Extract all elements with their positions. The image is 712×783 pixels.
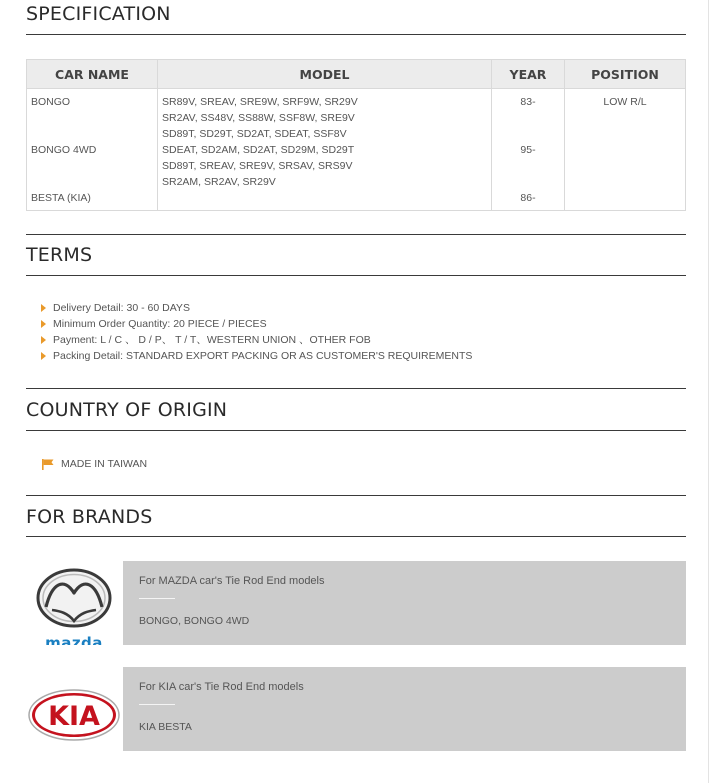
year-value: 83- [520, 96, 536, 108]
origin-title: COUNTRY OF ORIGIN [26, 399, 228, 421]
year-value [496, 158, 560, 174]
model-cell [158, 89, 492, 211]
brand-models: KIA BESTA [139, 721, 192, 733]
origin-rule [26, 430, 686, 431]
model-line: SDEAT, SD2AM, SD2AT, SD29M, SD29T [162, 144, 355, 156]
mazda-wordmark: mazda [45, 634, 103, 645]
position-cell [565, 89, 686, 211]
brand-divider [139, 704, 175, 705]
brands-rule [26, 536, 686, 537]
year-cell [492, 89, 565, 211]
bullet-arrow-icon [41, 304, 46, 312]
list-item [26, 316, 686, 332]
col-position: POSITION [565, 60, 686, 89]
list-item [26, 300, 686, 316]
col-model: MODEL [158, 60, 492, 89]
origin-text: MADE IN TAIWAN [61, 458, 148, 470]
car-name [31, 174, 153, 190]
col-year: YEAR [492, 60, 565, 89]
year-value [496, 110, 560, 126]
col-car-name: CAR NAME [27, 60, 158, 89]
brand-heading: For KIA car's Tie Rod End models [139, 681, 304, 693]
brand-card-mazda[interactable] [26, 561, 686, 645]
terms-rule [26, 275, 686, 276]
page-edge-line [708, 0, 709, 783]
model-line: SR2AM, SR2AV, SR29V [162, 176, 276, 188]
brand-divider [139, 598, 175, 599]
term-delivery: Delivery Detail: 30 - 60 DAYS [53, 302, 190, 314]
car-name: BESTA (KIA) [31, 192, 91, 204]
origin-row [41, 458, 147, 470]
terms-title: TERMS [26, 244, 93, 266]
model-line [162, 190, 487, 206]
origin-top-rule [26, 388, 686, 389]
specification-rule [26, 34, 686, 35]
brands-title: FOR BRANDS [26, 506, 153, 528]
flag-icon [41, 458, 55, 470]
year-value: 95- [520, 144, 536, 156]
brand-heading: For MAZDA car's Tie Rod End models [139, 575, 325, 587]
term-payment: Payment: L / C 、 D / P、 T / T、WESTERN UNION 、OTHER FOB [53, 334, 371, 346]
car-name [31, 110, 153, 126]
car-name [31, 126, 153, 142]
list-item [26, 348, 686, 364]
term-min-order: Minimum Order Quantity: 20 PIECE / PIECES [53, 318, 267, 330]
spec-table [26, 59, 686, 211]
terms-list [26, 300, 686, 364]
car-name: BONGO 4WD [31, 144, 97, 156]
brand-info-panel [123, 561, 686, 645]
specification-title: SPECIFICATION [26, 3, 171, 25]
year-value [496, 174, 560, 190]
car-name [31, 158, 153, 174]
terms-top-rule [26, 234, 686, 235]
model-line: SD89T, SREAV, SRE9V, SRSAV, SRS9V [162, 160, 353, 172]
model-line: SR2AV, SS48V, SS88W, SSF8W, SRE9V [162, 112, 355, 124]
bullet-arrow-icon [41, 336, 46, 344]
mazda-logo [26, 561, 123, 645]
bullet-arrow-icon [41, 352, 46, 360]
bullet-arrow-icon [41, 320, 46, 328]
term-packing: Packing Detail: STANDARD EXPORT PACKING OR AS CUSTOMER'S REQUIREMENTS [53, 350, 473, 362]
car-name: BONGO [31, 96, 71, 108]
kia-wordmark: KIA [48, 701, 100, 732]
brand-info-panel [123, 667, 686, 751]
position-value: LOW R/L [603, 96, 647, 108]
list-item [26, 332, 686, 348]
car-name-cell [27, 89, 158, 211]
model-line: SD89T, SD29T, SD2AT, SDEAT, SSF8V [162, 128, 347, 140]
brand-card-kia[interactable] [26, 667, 686, 751]
spec-header-row [27, 60, 686, 89]
brands-top-rule [26, 495, 686, 496]
model-line: SR89V, SREAV, SRE9W, SRF9W, SR29V [162, 96, 358, 108]
year-value [496, 126, 560, 142]
brand-models: BONGO, BONGO 4WD [139, 615, 250, 627]
table-row [27, 89, 686, 211]
kia-logo [26, 667, 123, 751]
year-value: 86- [520, 192, 536, 204]
